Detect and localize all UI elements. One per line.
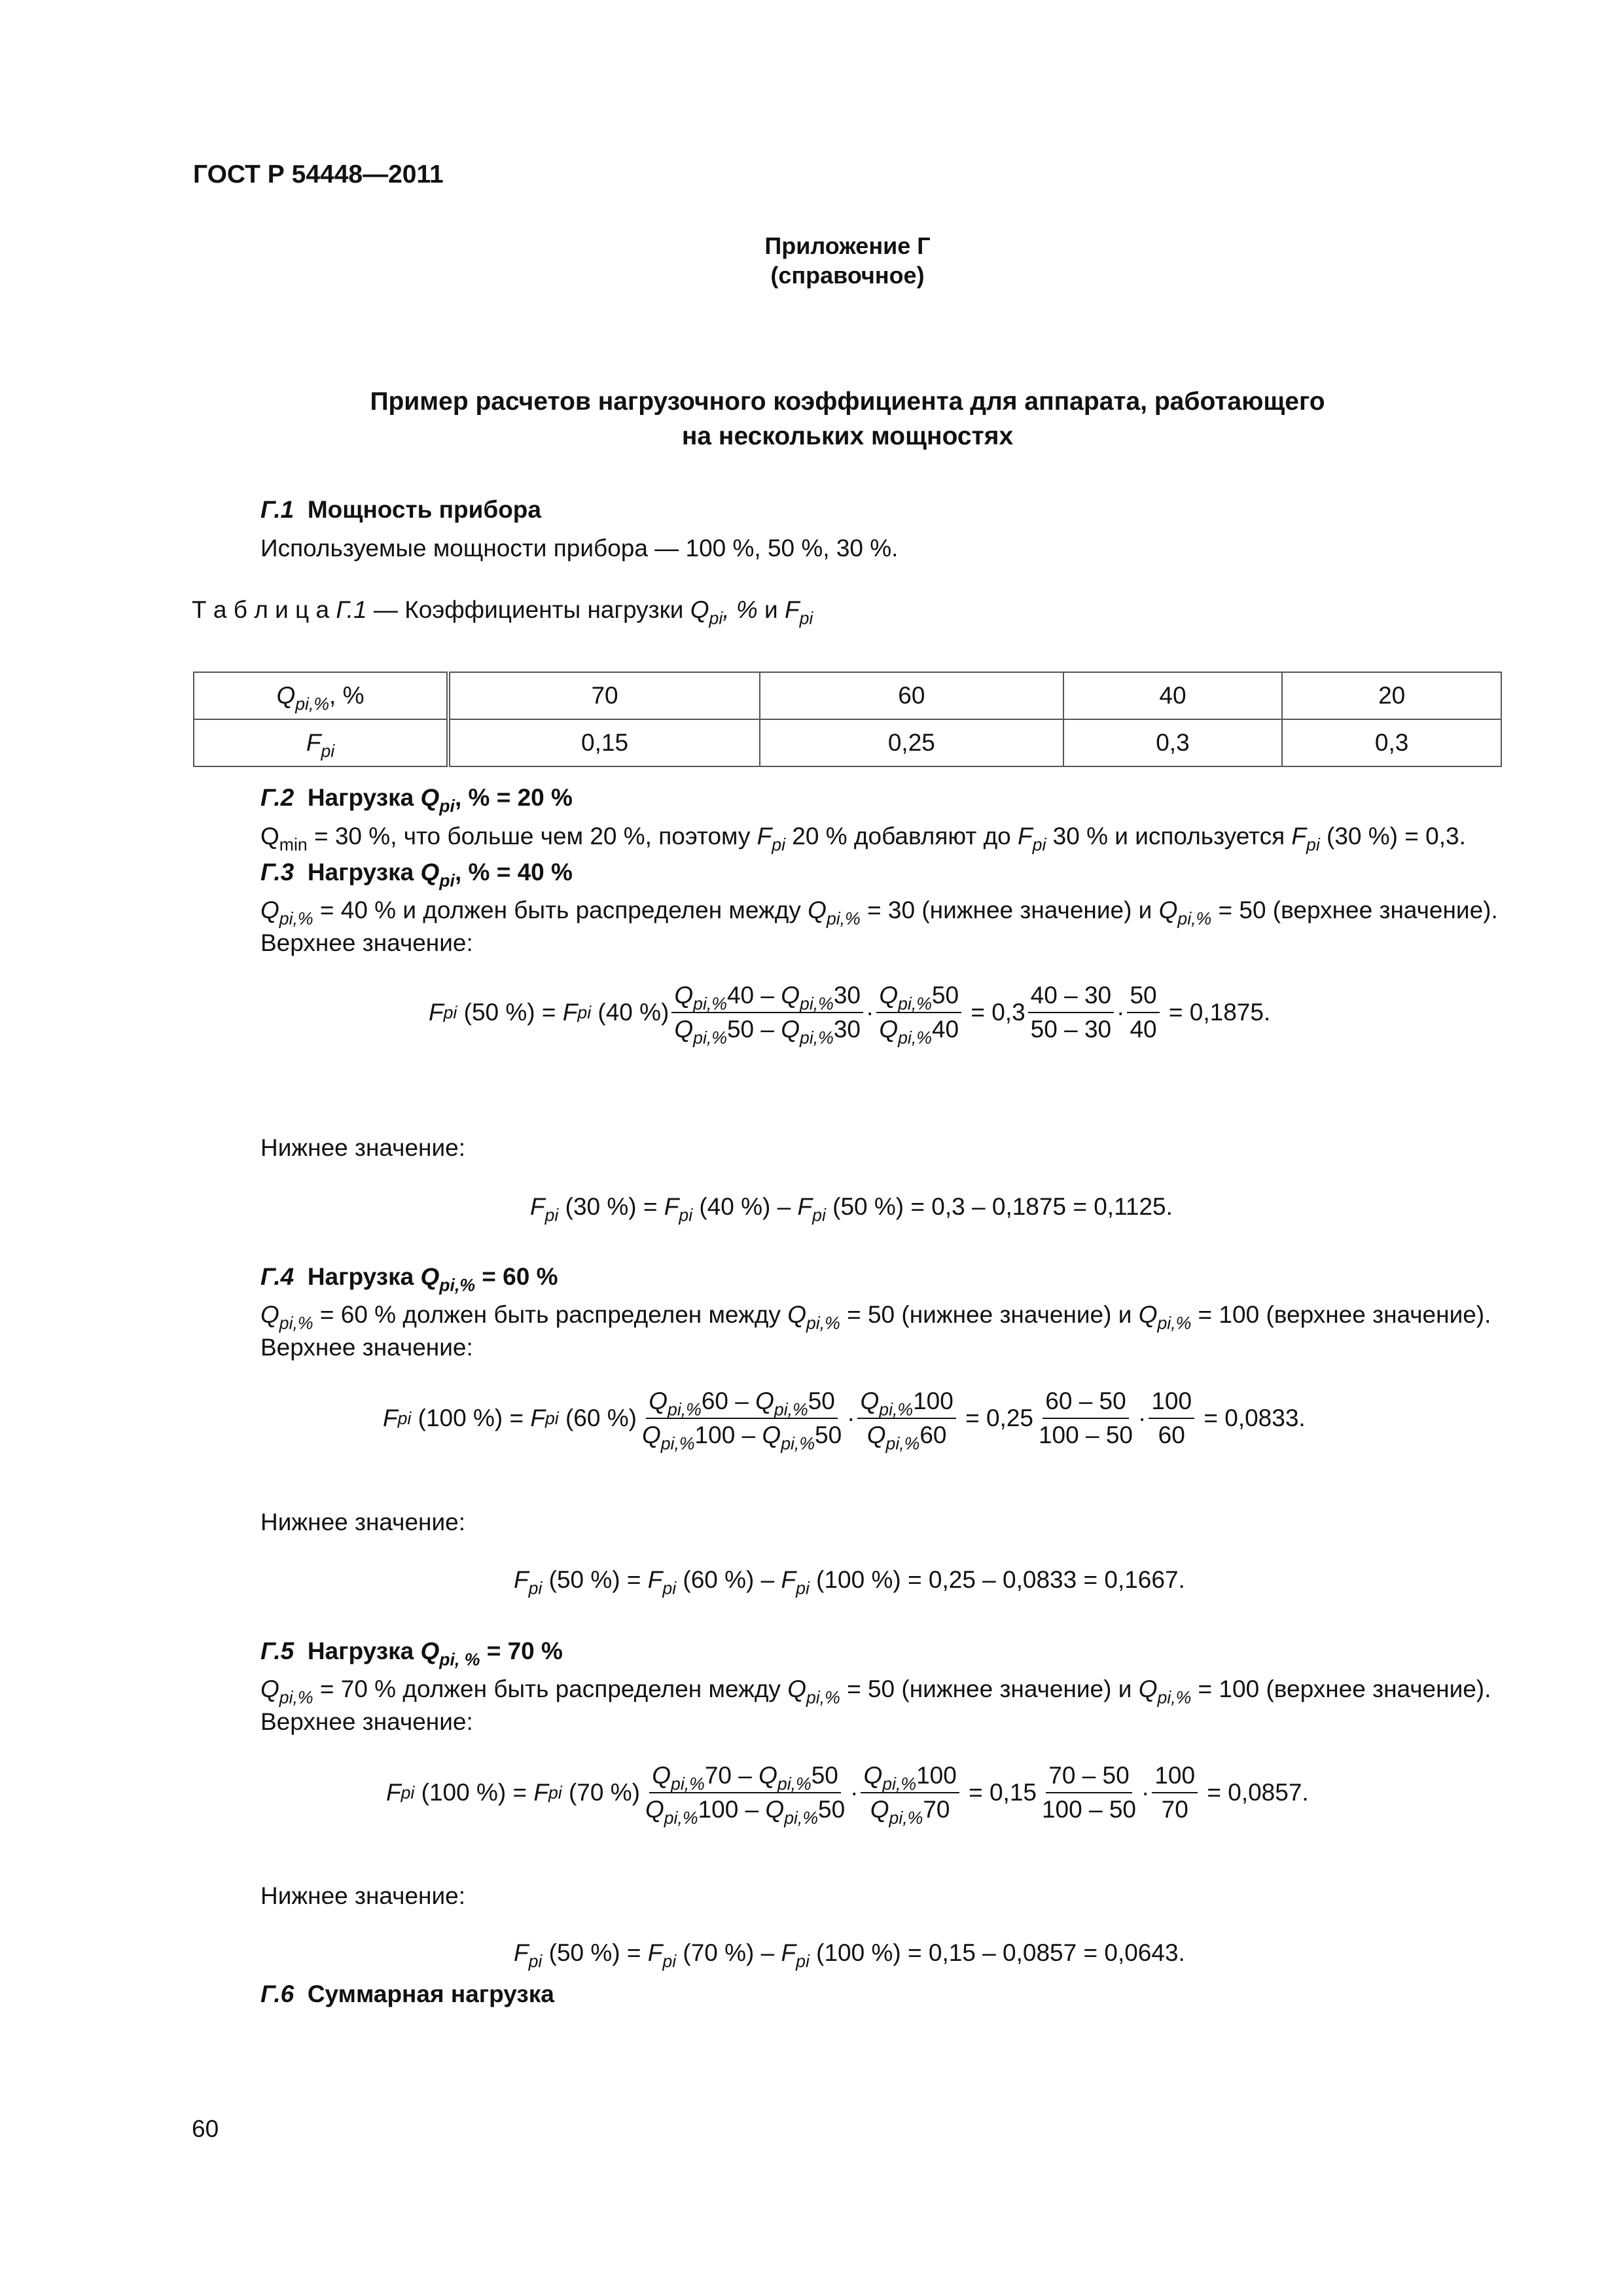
section-heading-line2: на нескольких мощностях <box>681 422 1014 450</box>
g2-text: $Q_{min} = 30$ %, что больше чем 20 %, поэтому $F_{pi}$ 20 % добавляют до $F_{pi}$ 30 % и используется $F_{pi}$ (30 %) = 0,3. <box>260 823 1466 855</box>
table-caption: Т а б л и ц а Г.1 — Коэффициенты нагрузки $Q_{pi}$, % и $F_{pi}$ <box>192 596 813 628</box>
page-number: 60 <box>192 2115 219 2142</box>
g1-text: Используемые мощности прибора — 100 %, 50 %, 30 %. <box>260 535 899 562</box>
g5-heading: Г.5 Нагрузка $Q_{pi, \%} = 70$ % <box>260 1638 563 1670</box>
fraction: $\frac{Q_{pi,\%}40 - Q_{pi,\%}30}{Q_{pi,\%}50 - Q_{pi,\%}30}$ <box>671 982 863 1043</box>
g5-lower-label: Нижнее значение: <box>260 1882 465 1909</box>
load-coefficients-table <box>193 672 1502 767</box>
g3-upper-formula: F pi (50 %) = F pi (40 %) $\frac{Q_{pi,\%}40 - Q_{pi,\%}30}{Q_{pi,\%}50 - Q_{pi,\%}30}$ · $\frac{Q_{pi,\%}50}{Q_{pi,\%}40}$ = 0,3 $\frac{40 - 30}{50 - 30}$ · $\frac{50}{40}$ = 0,1875. <box>429 982 1271 1048</box>
document-header: ГОСТ Р 54448—2011 <box>193 160 444 188</box>
g3-text: $Q_{pi,\%} = 40$ % и должен быть распределен между $Q_{pi,\%} = 30$ (нижнее значение) и $Q_{pi,\%} = 50$ (верхнее значение). <box>260 897 1498 929</box>
fraction: $\frac{40 - 30}{50 - 30}$ <box>1028 982 1114 1043</box>
fraction: $\frac{Q_{pi,\%}50}{Q_{pi,\%}40}$ <box>876 982 961 1043</box>
fraction: $\frac{60 - 50}{100 - 50}$ <box>1038 1388 1133 1448</box>
g4-upper-formula: F pi (100 %) = F pi (60 %) $\frac{Q_{pi,\%}60 - Q_{pi,\%}50}{Q_{pi,\%}100 - Q_{pi,\%}50}$ · $\frac{Q_{pi,\%}100}{Q_{pi,\%}60}$ = 0,25 $\frac{60 - 50}{100 - 50}$ · $\frac{100}{60}$ = 0,0833. <box>383 1388 1306 1454</box>
section-heading-line1: Пример расчетов нагрузочного коэффициента для аппарата, работающего <box>370 387 1325 416</box>
table-cell: 60 <box>760 672 1063 719</box>
g2-heading: Г.2 Нагрузка $Q_{pi}$, % = 20 % <box>260 784 573 816</box>
fraction: $\frac{50}{40}$ <box>1127 982 1159 1043</box>
fraction: $\frac{Q_{pi,\%}100}{Q_{pi,\%}60}$ <box>857 1388 955 1449</box>
table-cell: 0,3 <box>1063 719 1283 766</box>
fraction: $\frac{Q_{pi,\%}60 - Q_{pi,\%}50}{Q_{pi,\%}100 - Q_{pi,\%}50}$ <box>641 1388 842 1454</box>
g5-lower-formula: $F_{pi}$ (50 %) = $F_{pi}$ (70 %) – $F_{pi}$ (100 %) = 0,15 – 0,0857 = 0,0643. <box>514 1939 1185 1971</box>
g3-upper-label: Верхнее значение: <box>260 929 473 956</box>
g5-text: $Q_{pi,\%} = 70$ % должен быть распределен между $Q_{pi,\%} = 50$ (нижнее значение) и $Q_{pi,\%} = 100$ (верхнее значение). <box>260 1676 1491 1708</box>
appendix-subtitle: (справочное) <box>770 262 925 289</box>
table-header-cell: $Q_{pi,\%}$, % <box>194 672 448 719</box>
g1-heading: Г.1 Мощность прибора <box>260 496 541 523</box>
fraction: $\frac{100}{70}$ <box>1152 1762 1198 1823</box>
fraction: $\frac{Q_{pi,\%}100}{Q_{pi,\%}70}$ <box>861 1762 959 1823</box>
fraction: $\frac{Q_{pi,\%}70 - Q_{pi,\%}50}{Q_{pi,\%}100 - Q_{pi,\%}50}$ <box>645 1762 846 1828</box>
table-cell: 40 <box>1063 672 1283 719</box>
g3-lower-label: Нижнее значение: <box>260 1134 465 1161</box>
table-cell: 0,15 <box>448 719 760 766</box>
fraction: $\frac{100}{60}$ <box>1149 1388 1194 1449</box>
table-row <box>194 672 1501 719</box>
g4-lower-label: Нижнее значение: <box>260 1509 465 1535</box>
table-header-cell: $F_{pi}$ <box>194 719 448 766</box>
table-cell: 0,3 <box>1282 719 1501 766</box>
table-cell: 20 <box>1282 672 1501 719</box>
g5-upper-formula: F pi (100 %) = F pi (70 %) $\frac{Q_{pi,\%}70 - Q_{pi,\%}50}{Q_{pi,\%}100 - Q_{pi,\%}50}$ · $\frac{Q_{pi,\%}100}{Q_{pi,\%}70}$ = 0,15 $\frac{70 - 50}{100 - 50}$ · $\frac{100}{70}$ = 0,0857. <box>386 1762 1309 1828</box>
appendix-title: Приложение Г <box>764 232 931 259</box>
g3-heading: Г.3 Нагрузка $Q_{pi}$, % = 40 % <box>260 859 573 891</box>
table-row <box>194 719 1501 766</box>
g6-heading: Г.6 Суммарная нагрузка <box>260 1981 554 2007</box>
g5-upper-label: Верхнее значение: <box>260 1708 473 1735</box>
g4-text: $Q_{pi,\%} = 60$ % должен быть распределен между $Q_{pi,\%} = 50$ (нижнее значение) и $Q_{pi,\%} = 100$ (верхнее значение). <box>260 1301 1491 1333</box>
table-cell: 70 <box>448 672 760 719</box>
g4-lower-formula: $F_{pi}$ (50 %) = $F_{pi}$ (60 %) – $F_{pi}$ (100 %) = 0,25 – 0,0833 = 0,1667. <box>514 1566 1185 1598</box>
g4-upper-label: Верхнее значение: <box>260 1334 473 1361</box>
table-cell: 0,25 <box>760 719 1063 766</box>
g3-lower-formula: $F_{pi}$ (30 %) = $F_{pi}$ (40 %) – $F_{pi}$ (50 %) = 0,3 – 0,1875 = 0,1125. <box>530 1193 1173 1225</box>
g4-heading: Г.4 Нагрузка $Q_{pi,\%} = 60$ % <box>260 1263 558 1295</box>
fraction: $\frac{70 - 50}{100 - 50}$ <box>1041 1762 1137 1823</box>
